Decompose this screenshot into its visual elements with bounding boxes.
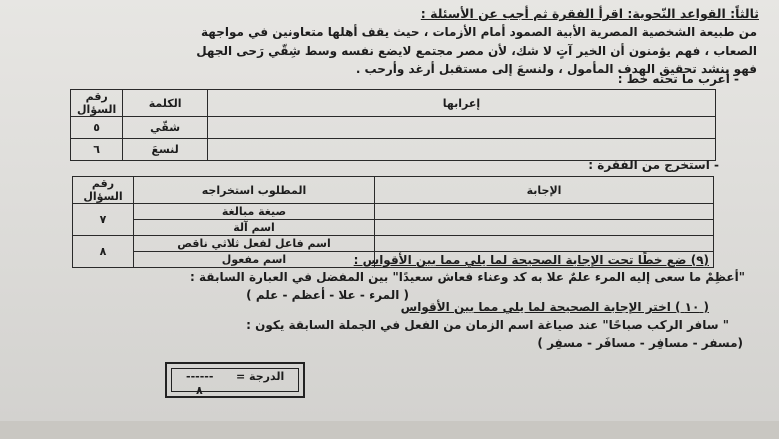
q9-text: "أعظِمْ ما سعى إليه المرء علمٌ علا به كد وعناء فعاش سعيدًا" بين المفضل في العبارة السابقة :	[190, 270, 745, 284]
q9-options: ( المرء - علا - أعظم - علم )	[246, 288, 409, 302]
parsing-table	[70, 89, 716, 161]
grade-label: الدرجة =	[236, 370, 285, 383]
page-shadow-band	[0, 421, 779, 439]
question-num-cell: ٨	[73, 236, 134, 268]
question-num-cell: ٧	[73, 204, 134, 236]
q10-text: " سافر الركب صباحًا" عند صياغة اسم الزمان من الفعل في الجملة السابقة يكون :	[246, 318, 729, 332]
header-parsing: إعرابها	[207, 90, 715, 117]
table-row	[73, 236, 714, 252]
q10-title: ( ١٠ ) اختر الإجابة الصحيحة لما يلي مما بين الأقواس	[400, 300, 709, 314]
required-cell: صيغة مبالغة	[134, 204, 375, 220]
answer-cell[interactable]	[207, 117, 715, 139]
header-word: الكلمة	[123, 90, 208, 117]
header-required: المطلوب استخراجه	[134, 177, 375, 204]
paragraph-line-1: من طبيعة الشخصية المصرية الأبية الصمود أمام الأزمات ، حيث يقف أهلها متعاونين في مواجهة	[201, 25, 757, 39]
q9-title: (٩) ضع خطًا تحت الإجابة الصحيحة لما يلي مما بين الأقواس :	[353, 253, 709, 267]
table-row	[73, 204, 714, 220]
answer-cell[interactable]	[375, 236, 714, 252]
grade-blank: ------	[186, 370, 214, 383]
answer-cell[interactable]	[375, 204, 714, 220]
header-question-num: رقم السؤال	[71, 90, 123, 117]
answer-cell[interactable]	[375, 220, 714, 236]
word-cell: لنسعَ	[123, 139, 208, 161]
task2-label: - استخرج من الفقرة :	[588, 158, 719, 172]
word-cell: شقّي	[123, 117, 208, 139]
question-num-cell: ٦	[71, 139, 123, 161]
paragraph-line-3: فهو ينشد تحقيق الهدف المأمول ، ولنسعَ إلى مستقبل أرغد وأرحب .	[355, 62, 757, 76]
question-num-cell: ٥	[71, 117, 123, 139]
paragraph-line-2: الصعاب ، فهم يؤمنون أن الخير آتٍ لا شك، لأن مصر مجتمع لايضع نفسه وسط شِقّي رَحى الجهل	[196, 44, 757, 58]
required-cell: اسم آلة	[134, 220, 375, 236]
header-question-num: رقم السؤال	[73, 177, 134, 204]
table-row	[71, 117, 716, 139]
q10-options: (مسفر - مسافِر - مسافَر - مسفِر )	[537, 336, 743, 350]
grade-total: ٨	[196, 384, 203, 397]
section-heading: ثالثاً: القواعد النّحوية: اقرأ الفقرة ثم أجب عن الأسئلة :	[420, 6, 759, 21]
required-cell: اسم فاعل لفعل ثلاثي ناقص	[134, 236, 375, 252]
required-cell: اسم مفعول	[134, 252, 375, 268]
header-answer: الإجابة	[375, 177, 714, 204]
table-row	[73, 220, 714, 236]
task1-label: - أعرب ما تحته خط :	[617, 72, 739, 86]
